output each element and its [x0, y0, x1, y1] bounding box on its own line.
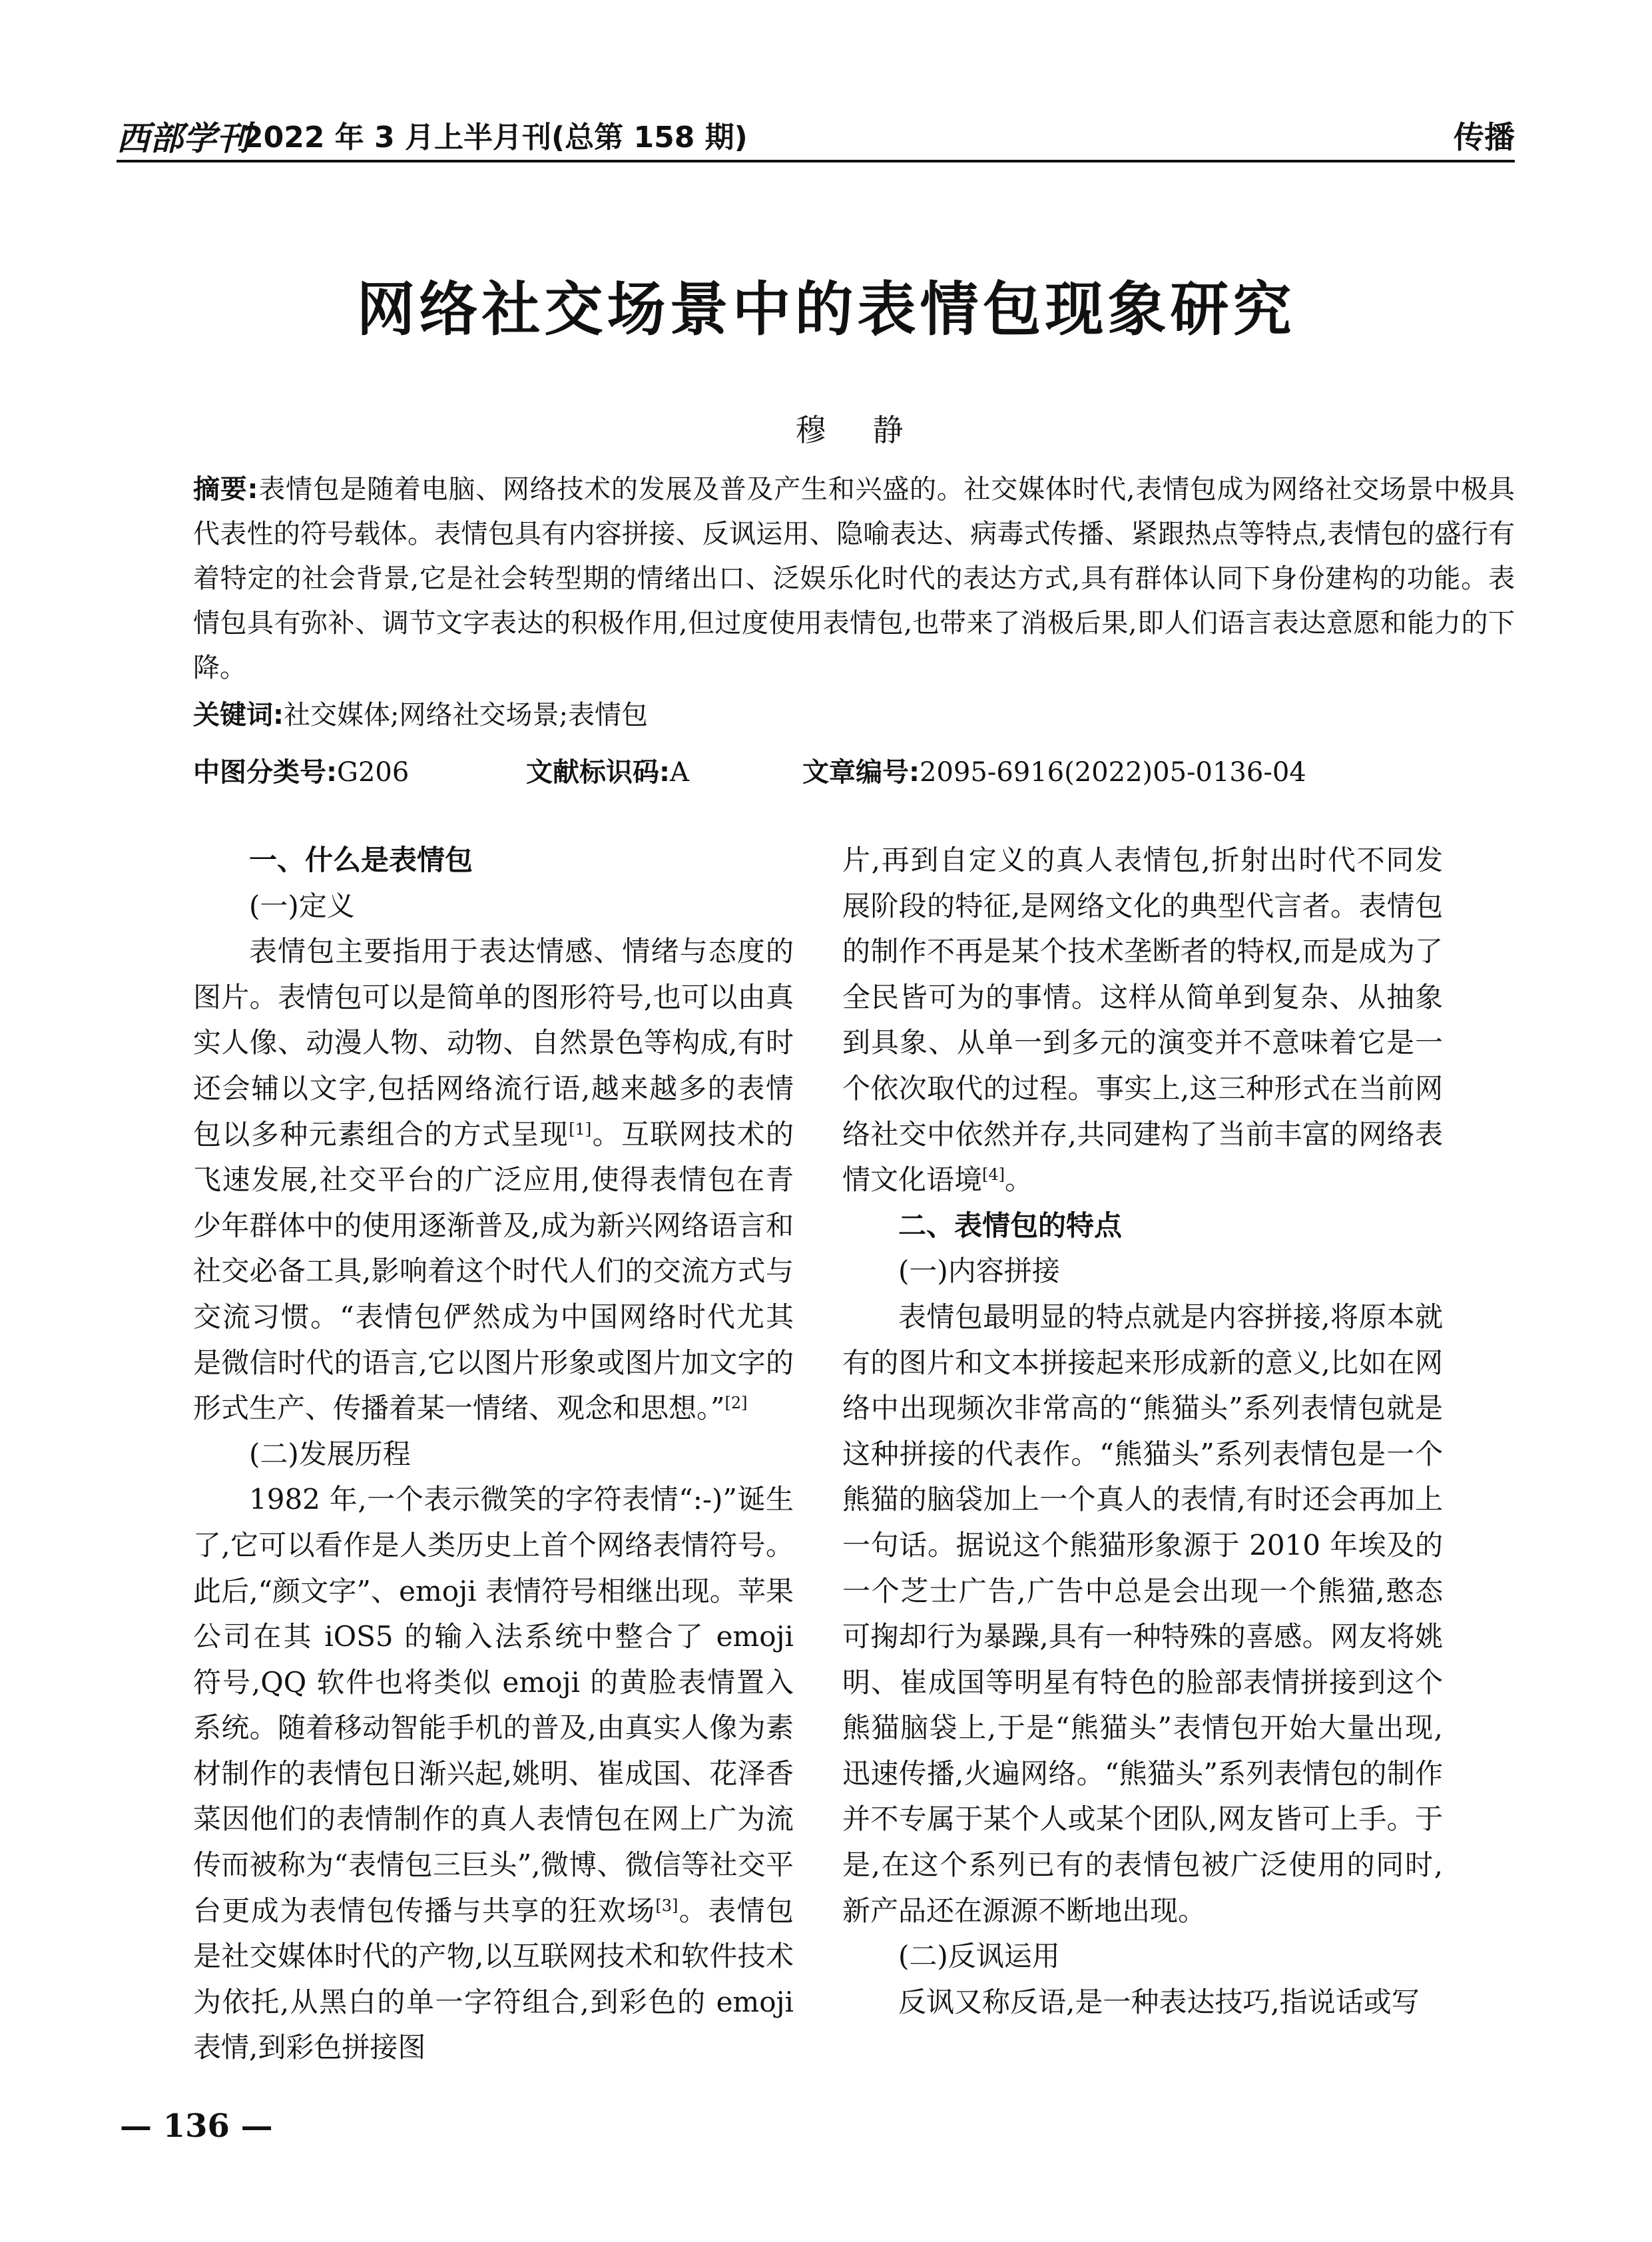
- document-code: [526, 752, 689, 792]
- subheading-history: (二)发展历程: [249, 1437, 411, 1470]
- citation-ref: [1]: [569, 1119, 592, 1139]
- issue-info: 2022 年 3 月上半月刊(总第 158 期): [243, 121, 748, 154]
- section-heading-1: 一、什么是表情包: [249, 844, 473, 876]
- article-number: [802, 752, 1306, 792]
- abstract-text: 表情包是随着电脑、网络技术的发展及普及产生和兴盛的。社交媒体时代,表情包成为网络社交场景中极具代表性的符号载体。表情包具有内容拼接、反讽运用、隐喻表达、病毒式传播、紧跟热点等特点,表情包的盛行有着特定的社会背景,它是社会转型期的情绪出口、泛娱乐化时代的表达方式,具有群体认同下身份建构的功能。表情包具有弥补、调节文字表达的积极作用,但过度使用表情包,也带来了消极后果,即人们语言表达意愿和能力的下降。: [193, 474, 1515, 683]
- paragraph-continued: [842, 838, 1443, 1203]
- section-heading-2: 二、表情包的特点: [898, 1209, 1123, 1242]
- left-column: [193, 838, 794, 2071]
- keywords-label: 关键词:: [193, 700, 284, 730]
- paragraph-content-splicing: 表情包最明显的特点就是内容拼接,将原本就有的图片和文本拼接起来形成新的意义,比如在网络中出现频次非常高的“熊猫头”系列表情包就是这种拼接的代表作。“熊猫头”系列表情包是一个熊猫的脑袋加上一个真人的表情,有时还会再加上一句话。据说这个熊猫形象源于 2010 年埃及的一个芝士广告,广告中总是会出现一个熊猫,憨态可掬却行为暴躁,具有一种特殊的喜感。网友将姚明、崔成国等明星有特色的脸部表情拼接到这个熊猫脑袋上,于是“熊猫头”表情包开始大量出现,迅速传播,火遍网络。“熊猫头”系列表情包的制作并不专属于某个人或某个团队,网友皆可上手。于是,在这个系列已有的表情包被广泛使用的同时,新产品还在源源不断地出现。: [842, 1300, 1443, 1927]
- citation-ref: [4]: [982, 1165, 1005, 1185]
- text-run: 。表情包是社交媒体时代的产物,以互联网技术和软件技术为依托,从黑白的单一字符组合,到彩色的 emoji 表情,到彩色拼接图: [193, 1894, 794, 2064]
- subheading-irony: (二)反讽运用: [898, 1940, 1060, 1973]
- doc-value: A: [670, 757, 689, 788]
- paragraph-irony: 反讽又称反语,是一种表达技巧,指说话或写: [898, 1985, 1420, 2018]
- doc-label: 文献标识码:: [526, 757, 670, 788]
- text-run: 表情包主要指用于表达情感、情绪与态度的图片。表情包可以是简单的图形符号,也可以由真实人像、动漫人物、动物、自然景色等构成,有时还会辅以文字,包括网络流行语,越来越多的表情包以多种元素组合的方式呈现: [193, 935, 794, 1151]
- keywords-text: 社交媒体;网络社交场景;表情包: [284, 700, 648, 730]
- article-no-value: 2095-6916(2022)05-0136-04: [920, 757, 1306, 788]
- clc-value: G206: [337, 757, 410, 788]
- page-number: — 136 —: [120, 2107, 273, 2145]
- paragraph-history: [193, 1477, 794, 2071]
- keywords: [193, 695, 648, 735]
- subheading-definition: (一)定义: [249, 889, 355, 922]
- clc-label: 中图分类号:: [193, 757, 337, 788]
- article-title: 网络社交场景中的表情包现象研究: [356, 275, 1296, 344]
- citation-ref: [2]: [724, 1394, 748, 1413]
- text-run: 。: [1005, 1163, 1033, 1197]
- text-run: 1982 年,一个表示微笑的字符表情“:-)”诞生了,它可以看作是人类历史上首个网络表情符号。此后,“颜文字”、emoji 表情符号相继出现。苹果公司在其 iOS5 的输入法系统中整合了 emoji 符号,QQ 软件也将类似 emoji 的黄脸表情置入系统。随着移动智能手机的普及,由真实人像为素材制作的表情包日渐兴起,姚明、崔成国、花泽香菜因他们的表情制作的真人表情包在网上广为流传而被称为“表情包三巨头”,微博、微信等社交平台更成为表情包传播与共享的狂欢场: [193, 1483, 794, 1927]
- article-author: 穆静: [795, 412, 950, 448]
- article-no-label: 文章编号:: [802, 757, 920, 788]
- citation-ref: [3]: [655, 1896, 679, 1915]
- section-name: 传播: [1454, 119, 1515, 155]
- abstract-label: 摘要:: [193, 474, 258, 505]
- text-run: 片,再到自定义的真人表情包,折射出时代不同发展阶段的特征,是网络文化的典型代言者。表情包的制作不再是某个技术垄断者的特权,而是成为了全民皆可为的事情。这样从简单到复杂、从抽象到具象、从单一到多元的演变并不意味着它是一个依次取代的过程。事实上,这三种形式在当前网络社交中依然并存,共同建构了当前丰富的网络表情文化语境: [842, 844, 1443, 1197]
- text-run: 。互联网技术的飞速发展,社交平台的广泛应用,使得表情包在青少年群体中的使用逐渐普及,成为新兴网络语言和社交必备工具,影响着这个时代人们的交流方式与交流习惯。“表情包俨然成为中国网络时代尤其是微信时代的语言,它以图片形象或图片加文字的形式生产、传播着某一情绪、观念和思想。”: [193, 1117, 794, 1425]
- journal-logo: 西部学刊: [117, 119, 250, 158]
- header-rule: [117, 160, 1515, 162]
- right-column: [842, 838, 1443, 2025]
- subheading-content-splicing: (一)内容拼接: [898, 1255, 1060, 1288]
- running-header: [117, 112, 1515, 161]
- clc-number: [193, 752, 409, 792]
- abstract: [193, 467, 1515, 691]
- paragraph-definition: [193, 929, 794, 1432]
